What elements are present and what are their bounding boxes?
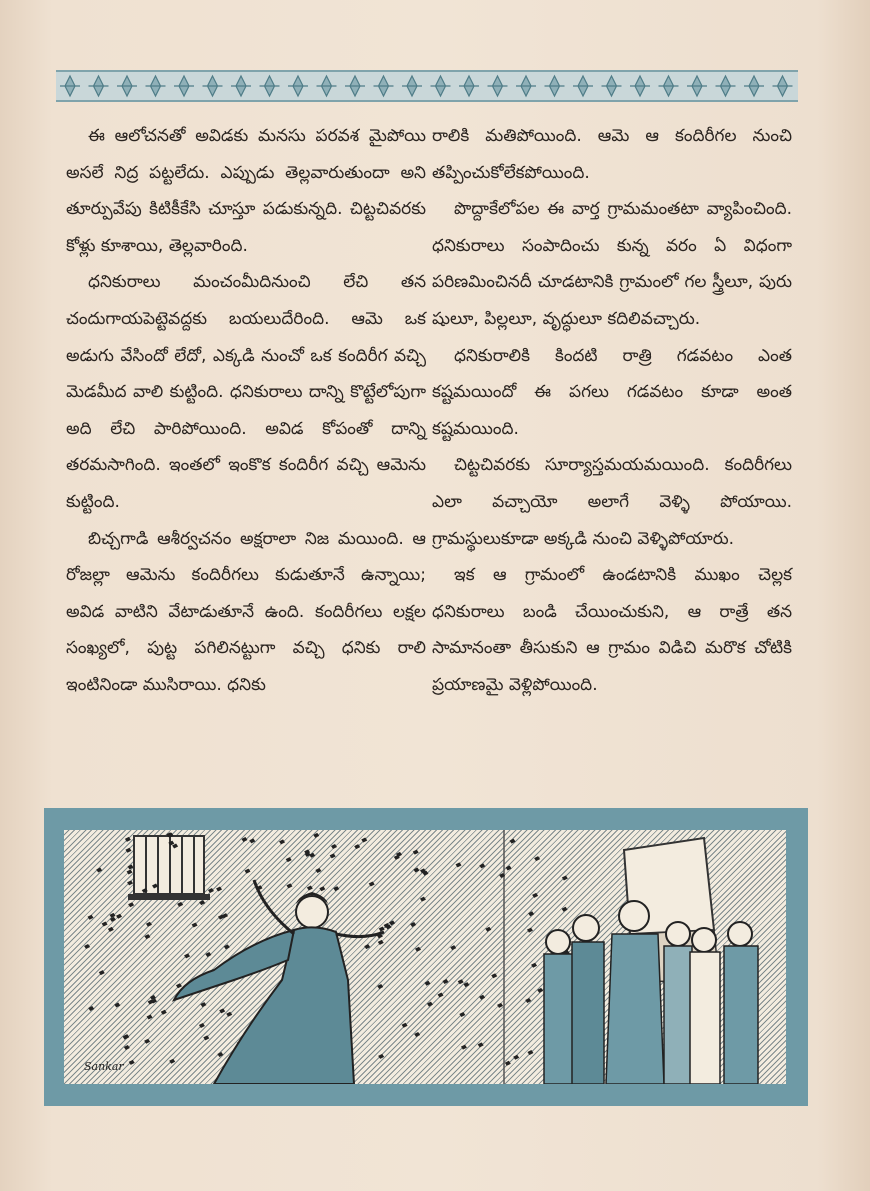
- wasp-icon: [286, 857, 292, 862]
- paragraph: ఈ ఆలోచనతో అవిడకు మనసు పరవశ మైపోయి అసలే నిద్ర పట్టలేదు. ఎప్పుడు తెల్లవారుతుందా అని తూర్పువేపు కిటికీకేసి చూస్తూ పడుకున్నది. చిట్టచివరకు కోళ్లు కూశాయి, తెల్లవారింది.: [66, 126, 426, 256]
- wasp-icon: [146, 922, 152, 927]
- border-flower-icon: [374, 76, 394, 96]
- wasp-icon: [527, 1050, 533, 1055]
- wasp-icon: [96, 868, 102, 873]
- wasp-icon: [479, 863, 485, 868]
- wasp-icon: [124, 1045, 130, 1050]
- border-flower-icon: [431, 76, 451, 96]
- wasp-icon: [528, 911, 534, 916]
- wasp-icon: [458, 979, 464, 984]
- border-flower-icon: [402, 76, 422, 96]
- border-flower-icon: [545, 76, 565, 96]
- border-flower-icon: [602, 76, 622, 96]
- wasp-icon: [244, 869, 250, 874]
- border-flower-icon: [288, 76, 308, 96]
- wasp-icon: [199, 1023, 205, 1028]
- wasp-icon: [513, 1055, 519, 1060]
- wasp-icon: [562, 907, 568, 912]
- border-flower-icon: [317, 76, 337, 96]
- wasp-icon: [116, 914, 122, 919]
- border-flower-icon: [89, 76, 109, 96]
- wasp-icon: [226, 1012, 232, 1017]
- wasp-icon: [497, 1003, 503, 1008]
- border-flower-icon: [659, 76, 679, 96]
- wasp-icon: [450, 945, 456, 950]
- wasp-icon: [413, 867, 419, 872]
- paragraph: పొద్దాకేలోపల ఈ వార్త గ్రామమంతటా వ్యాపించింది. ధనికురాలు సంపాదించు కున్న వరం ఏ విధంగా పరిణమించినదీ చూడటానికి గ్రామంలో గల స్త్రీలూ, పురు షులూ, పిల్లలూ, వృద్ధులూ కదిలివచ్చారు.: [432, 199, 792, 329]
- wasp-icon: [224, 944, 230, 949]
- wasp-icon: [378, 940, 384, 945]
- wasp-icon: [127, 870, 133, 875]
- wasp-icon: [88, 1006, 94, 1011]
- wasp-icon: [241, 837, 247, 842]
- border-flower-icon: [203, 76, 223, 96]
- border-flower-icon: [516, 76, 536, 96]
- wasp-icon: [219, 1008, 225, 1013]
- wasp-icon: [99, 970, 105, 975]
- wasp-icon: [192, 923, 198, 928]
- paragraph: రాలికి మతిపోయింది. ఆమె ఆ కందిరీగల నుంచి తప్పించుకోలేకపోయింది.: [432, 126, 792, 183]
- wasp-icon: [456, 862, 462, 867]
- wasp-icon: [307, 885, 313, 890]
- border-flower-icon: [573, 76, 593, 96]
- paragraph: ఇక ఆ గ్రామంలో ఉండటానికి ముఖం చెల్లక ధనికురాలు బండి చేయించుకుని, ఆ రాత్రే తన సామానంతా తీసుకుని ఆ గ్రామం విడిచి మరొక చోటికి ప్రయాణమై వెళ్లిపోయింది.: [432, 565, 792, 695]
- border-flower-icon: [716, 76, 736, 96]
- wasp-icon: [279, 839, 285, 844]
- border-flower-icon: [174, 76, 194, 96]
- wasp-icon: [108, 927, 114, 932]
- wasp-icon: [534, 856, 540, 861]
- border-flower-icon: [60, 76, 80, 96]
- text-column-left: [66, 118, 426, 704]
- border-flower-icon: [146, 76, 166, 96]
- wasp-icon: [330, 853, 336, 858]
- wasp-icon: [313, 833, 319, 838]
- wasp-icon: [144, 934, 150, 939]
- wasp-icon: [147, 1014, 153, 1019]
- wasp-icon: [479, 995, 485, 1000]
- floral-border-pattern: [56, 72, 798, 100]
- wasp-icon: [438, 992, 444, 997]
- wasp-icon: [531, 963, 537, 968]
- wasp-icon: [309, 853, 315, 858]
- wasp-icon: [114, 1003, 120, 1008]
- border-flower-icon: [773, 76, 793, 96]
- paragraph: బిచ్చగాడి ఆశీర్వచనం అక్షరాలా నిజ మయింది. ఆ రోజల్లా ఆమెను కందిరీగలు కుడుతూనే ఉన్నాయి; అవిడ వాటిని వేటాడుతూనే ఉంది. కందిరీగలు లక్షల సంఖ్యలో, పుట్ట పగిలినట్టుగా వచ్చి ధనికు రాలి ఇంటినిండా ముసిరాయి. ధనికు: [66, 528, 426, 695]
- wasp-icon: [286, 883, 292, 888]
- wasp-icon: [461, 1045, 467, 1050]
- wasp-icon: [216, 886, 222, 891]
- woman-figure: [174, 880, 384, 1084]
- wasp-icon: [424, 981, 430, 986]
- wasp-icon: [415, 947, 421, 952]
- wasp-icon: [414, 1032, 420, 1037]
- paragraph: ధనికురాలు మంచంమీదినుంచి లేచి తన చందుగాయపెట్టెవద్దకు బయలుదేరింది. ఆమె ఒక అడుగు వేసిందో లేదో, ఎక్కడి నుంచో ఒక కందిరీగ వచ్చి మెడమీద వాలి కుట్టింది. ధనికురాలు దాన్ని కొట్టేలోపుగా అది లేచి పారిపోయింది. అవిడ కోపంతో దాన్ని తరమసాగింది. ఇంతలో ఇంకొక కందిరీగ వచ్చి ఆమెను కుట్టింది.: [66, 272, 426, 512]
- wasp-icon: [144, 1039, 150, 1044]
- wasp-icon: [315, 868, 321, 873]
- border-flower-icon: [744, 76, 764, 96]
- wasp-icon: [410, 922, 416, 927]
- border-flower-icon: [345, 76, 365, 96]
- wasp-icon: [217, 1052, 223, 1057]
- artist-signature: Sankar: [84, 1060, 124, 1073]
- wasp-icon: [110, 917, 116, 922]
- wasp-icon: [379, 926, 385, 931]
- wasp-icon: [125, 848, 131, 853]
- decorative-border: [56, 70, 798, 102]
- wasp-icon: [402, 1023, 408, 1028]
- wasp-icon: [249, 838, 255, 843]
- wasp-icon: [128, 865, 134, 870]
- border-flower-icon: [231, 76, 251, 96]
- wasp-icon: [506, 865, 512, 870]
- wasp-icon: [208, 888, 214, 893]
- wasp-icon: [463, 982, 469, 987]
- wasp-icon: [84, 944, 90, 949]
- wasp-icon: [377, 984, 383, 989]
- wasp-icon: [319, 886, 325, 891]
- wasp-icon: [200, 1002, 206, 1007]
- border-flower-icon: [630, 76, 650, 96]
- wasp-icon: [420, 897, 426, 902]
- wasp-icon: [361, 838, 367, 843]
- wasp-icon: [199, 900, 205, 905]
- wasp-icon: [485, 927, 491, 932]
- wasp-icon: [532, 893, 538, 898]
- wasp-icon: [413, 850, 419, 855]
- border-flower-icon: [687, 76, 707, 96]
- wasp-icon: [205, 952, 211, 957]
- paragraph: చిట్టచివరకు సూర్యాస్తమయమయింది. కందిరీగలు ఎలా వచ్చాయో అలాగే వెళ్ళి పోయాయి. గ్రామస్థులుకూడా అక్కడి నుంచి వెళ్ళిపోయారు.: [432, 455, 792, 549]
- wasp-icon: [378, 1054, 384, 1059]
- wasp-icon: [128, 902, 134, 907]
- text-column-right: [432, 118, 792, 704]
- wasp-icon: [203, 1035, 209, 1040]
- wasp-icon: [442, 979, 448, 984]
- wasp-icon: [333, 886, 339, 891]
- wasp-icon: [478, 1042, 484, 1047]
- window-icon: [128, 836, 210, 900]
- wasp-icon: [537, 988, 543, 993]
- paragraph: ధనికురాలికి కిందటి రాత్రి గడవటం ఎంత కష్టమయిందో ఈ పగలు గడవటం కూడా అంత కష్టమయింది.: [432, 345, 792, 439]
- wasp-icon: [331, 844, 337, 849]
- wasp-icon: [427, 1002, 433, 1007]
- scene-drawing: [64, 830, 786, 1084]
- wasp-icon: [169, 1059, 175, 1064]
- wasp-icon: [527, 928, 533, 933]
- wasp-icon: [562, 876, 568, 881]
- story-illustration: [44, 808, 808, 1106]
- wasp-icon: [129, 1060, 135, 1065]
- wasp-icon: [369, 882, 375, 887]
- wasp-icon: [109, 913, 115, 918]
- wasp-icon: [389, 920, 395, 925]
- wasp-icon: [510, 839, 516, 844]
- wasp-icon: [177, 902, 183, 907]
- wasp-icon: [525, 998, 531, 1003]
- wasp-icon: [127, 880, 133, 885]
- wasp-icon: [505, 1061, 511, 1066]
- wasp-icon: [125, 837, 131, 842]
- wasp-icon: [459, 1012, 465, 1017]
- wasp-icon: [102, 921, 108, 926]
- wasp-icon: [354, 844, 360, 849]
- border-flower-icon: [459, 76, 479, 96]
- border-flower-icon: [117, 76, 137, 96]
- illustration-scene: [64, 830, 786, 1084]
- wasp-icon: [364, 944, 370, 949]
- border-flower-icon: [488, 76, 508, 96]
- wasp-icon: [88, 915, 94, 920]
- wasp-icon: [184, 953, 190, 958]
- wasp-icon: [491, 973, 497, 978]
- wasp-icon: [161, 1010, 167, 1015]
- wasp-icon: [176, 983, 182, 988]
- border-flower-icon: [260, 76, 280, 96]
